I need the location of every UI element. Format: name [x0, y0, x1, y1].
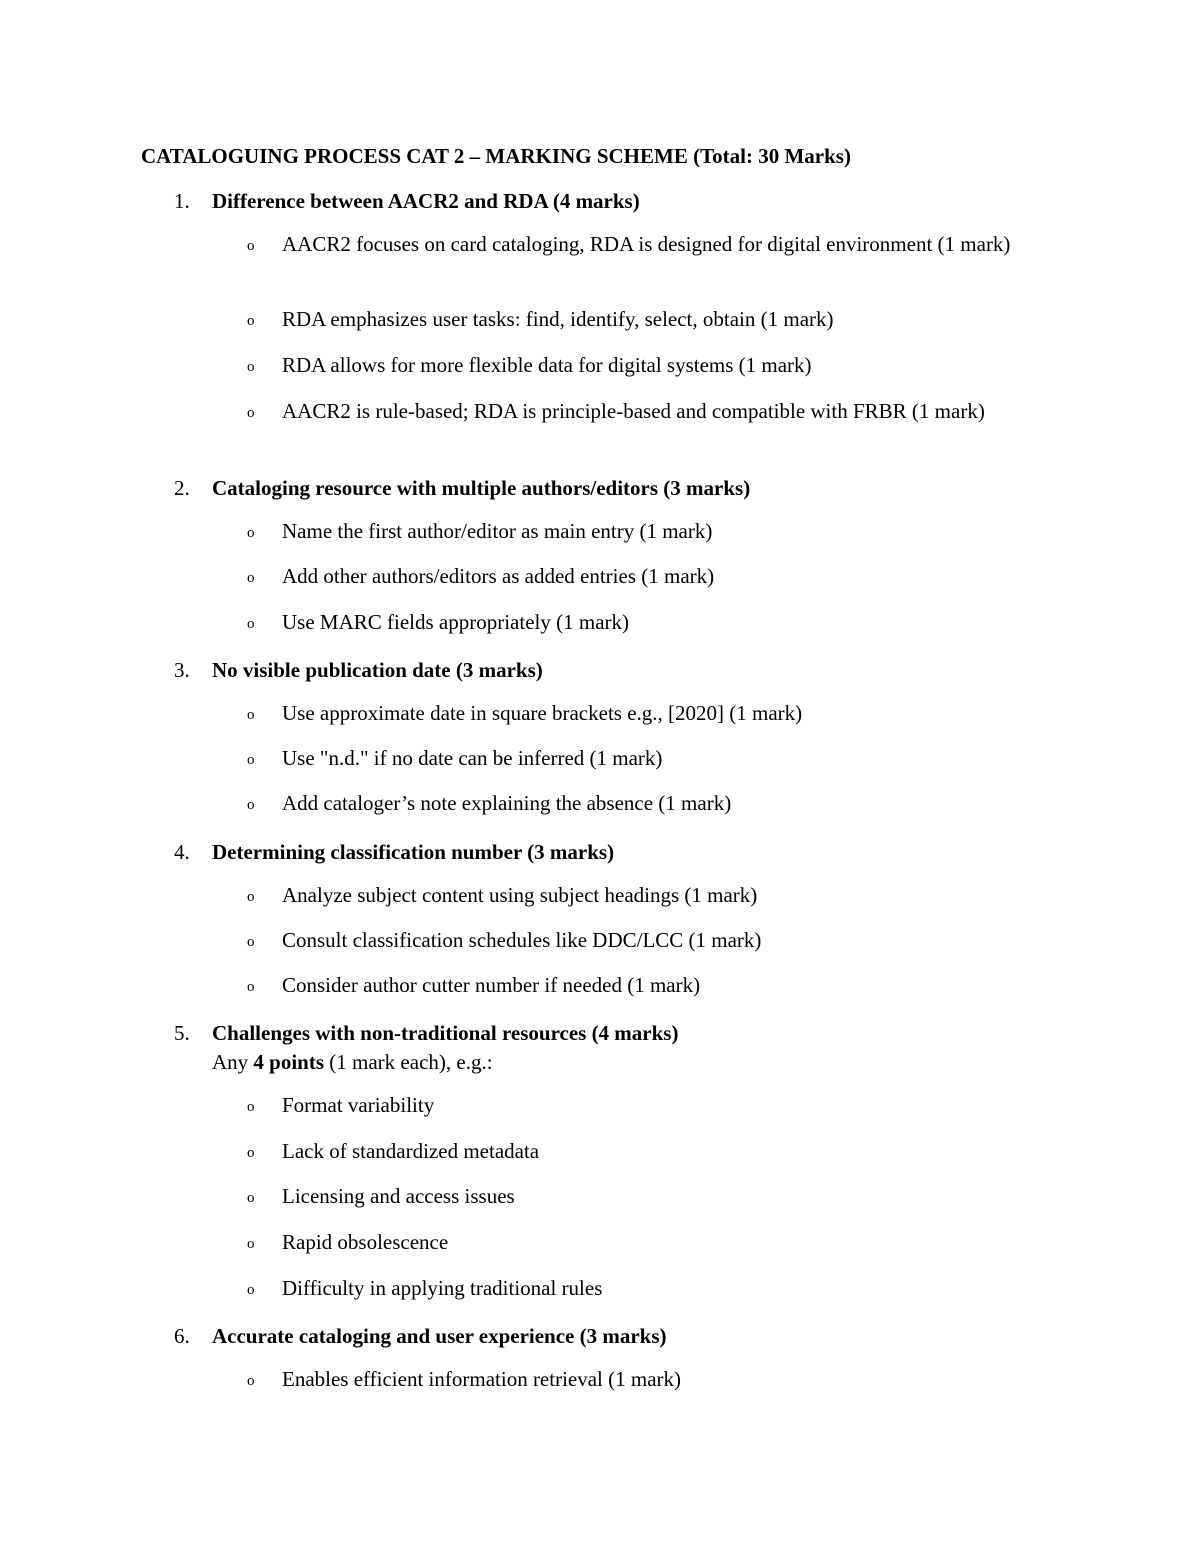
question-number: 2.: [174, 476, 190, 500]
bullet-icon: o: [247, 1373, 255, 1389]
bullet-icon: o: [247, 1282, 255, 1298]
question-number: 3.: [174, 658, 190, 682]
instruction-emphasis: 4 points: [253, 1050, 325, 1074]
question-instruction: [212, 1050, 493, 1075]
bullet-icon: o: [247, 525, 255, 541]
list-item: Licensing and access issues: [282, 1184, 515, 1208]
bullet-icon: o: [247, 1145, 255, 1161]
instruction-prefix: Any: [212, 1050, 254, 1074]
list-item: Enables efficient information retrieval (1 mark): [282, 1367, 682, 1391]
document-title: CATALOGUING PROCESS CAT 2 – MARKING SCHEME (Total: 30 Marks): [141, 144, 851, 168]
list-item: AACR2 is rule-based; RDA is principle-based and compatible with FRBR (1 mark): [282, 399, 985, 423]
bullet-icon: o: [247, 797, 255, 813]
bullet-icon: o: [247, 1236, 255, 1252]
list-item: AACR2 focuses on card cataloging, RDA is designed for digital environment (1 mark): [282, 232, 1011, 256]
question-number: 1.: [174, 189, 190, 213]
bullet-icon: o: [247, 405, 255, 421]
question-heading: No visible publication date (3 marks): [212, 658, 543, 682]
bullet-icon: o: [247, 1190, 255, 1206]
bullet-icon: o: [247, 1099, 255, 1115]
instruction-suffix: (1 mark each), e.g.:: [324, 1050, 493, 1074]
question-heading: Accurate cataloging and user experience (3 marks): [212, 1324, 667, 1348]
bullet-icon: o: [247, 616, 255, 632]
question-number: 5.: [174, 1021, 190, 1045]
list-item: Rapid obsolescence: [282, 1230, 449, 1254]
question-heading: Difference between AACR2 and RDA (4 marks): [212, 189, 640, 213]
bullet-icon: o: [247, 979, 255, 995]
bullet-icon: o: [247, 752, 255, 768]
list-item: RDA allows for more flexible data for digital systems (1 mark): [282, 353, 812, 377]
list-item: RDA emphasizes user tasks: find, identify, select, obtain (1 mark): [282, 307, 834, 331]
list-item: Use MARC fields appropriately (1 mark): [282, 610, 630, 634]
bullet-icon: o: [247, 934, 255, 950]
question-number: 4.: [174, 840, 190, 864]
list-item: Difficulty in applying traditional rules: [282, 1276, 603, 1300]
list-item: Format variability: [282, 1093, 435, 1117]
list-item: Use approximate date in square brackets e.g., [2020] (1 mark): [282, 701, 803, 725]
question-heading: Determining classification number (3 marks): [212, 840, 615, 864]
list-item: Add cataloger’s note explaining the absence (1 mark): [282, 791, 732, 815]
question-heading: Challenges with non-traditional resources (4 marks): [212, 1021, 679, 1045]
list-item: Add other authors/editors as added entries (1 mark): [282, 564, 715, 588]
list-item: Name the first author/editor as main entry (1 mark): [282, 519, 713, 543]
question-heading: Cataloging resource with multiple authors/editors (3 marks): [212, 476, 751, 500]
bullet-icon: o: [247, 313, 255, 329]
bullet-icon: o: [247, 707, 255, 723]
bullet-icon: o: [247, 889, 255, 905]
bullet-icon: o: [247, 359, 255, 375]
list-item: Use "n.d." if no date can be inferred (1 mark): [282, 746, 663, 770]
list-item: Analyze subject content using subject headings (1 mark): [282, 883, 758, 907]
question-number: 6.: [174, 1324, 190, 1348]
bullet-icon: o: [247, 238, 255, 254]
list-item: Lack of standardized metadata: [282, 1139, 540, 1163]
list-item: Consider author cutter number if needed (1 mark): [282, 973, 701, 997]
bullet-icon: o: [247, 570, 255, 586]
list-item: Consult classification schedules like DDC/LCC (1 mark): [282, 928, 762, 952]
